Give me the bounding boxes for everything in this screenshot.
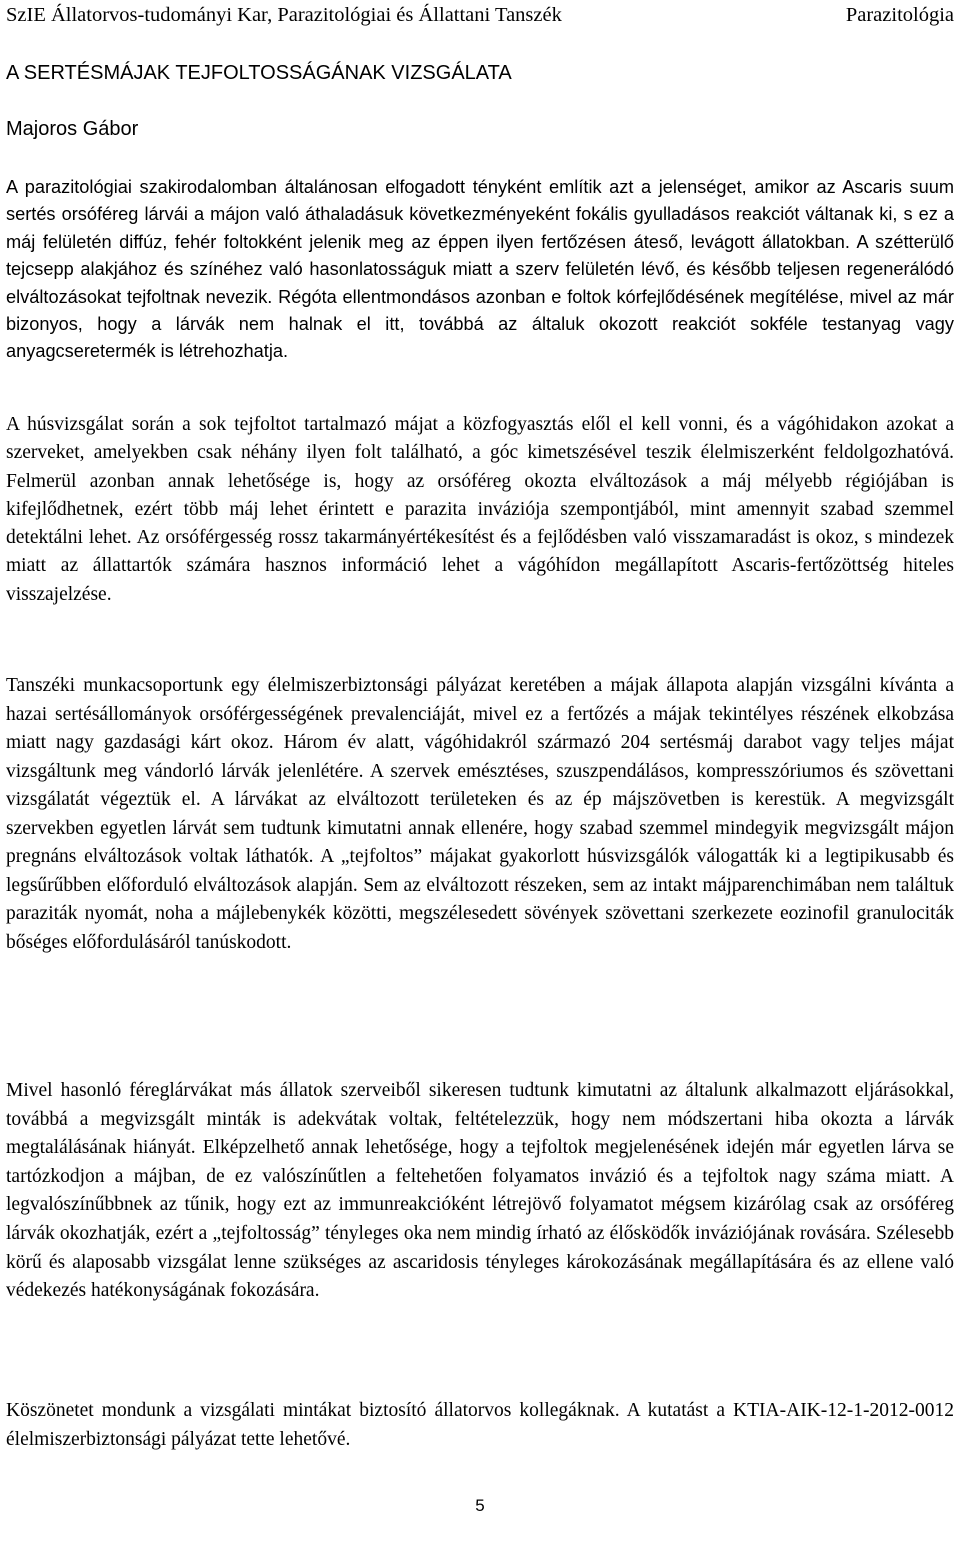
paragraph-meat-inspection <box>6 411 954 609</box>
sentence: A szervek emésztéses, szuszpendálásos, kompresszóriumos és szövettani vizsgálatát végeztük el. <box>6 760 954 810</box>
sentence: Szélesebb körű és alaposabb vizsgálat lenne szükséges az ascaridosis tényleges károkozásának megállapítására és az ellene való védekezés hatékonyságának fokozására. <box>6 1222 954 1302</box>
sentence: A parazitológiai szakirodalomban általánosan elfogadott tényként említik azt a jelenséget, amikor az Ascaris suum sertés orsóféreg lárvái a májon való áthaladásuk következményeként fokális gyulladásos reakciót váltanak ki, s ez a máj felületén diffúz, fehér foltokként jelenik meg az éppen ilyen fertőzésen áteső, levágott állatokban. <box>6 177 954 252</box>
sentence: Felmerül azonban annak lehetősége is, hogy az orsóféreg okozta elváltozások a máj mélyebb régiójában is kifejlődhetnek, ezért több máj lehet érintett e parazita inváziója szempontjából, mint amennyit szabad szemmel detektálni lehet. <box>6 470 954 549</box>
sentence: Mivel hasonló féreglárvákat más állatok szerveiből sikeresen tudtunk kimutatni az általunk alkalmazott eljárásokkal, továbbá a megvizsgált minták is adekvátak voltak, feltételezzük, hogy nem módszertani hiba okozta a lárvák megtalálásának hiányát. <box>6 1080 954 1159</box>
article-title: A SERTÉSMÁJAK TEJFOLTOSSÁGÁNAK VIZSGÁLATA <box>6 62 512 84</box>
sentence: A húsvizsgálat során a sok tejfoltot tartalmazó májat a közfogyasztás elől el kell vonni, és a vágóhidakon azokat a szerveket, amelyekben csak néhány ilyen folt található, a góc kimetszésével teszik élelmiszerként feldolgozhatóvá. <box>6 414 954 464</box>
sentence: A „tejfoltos” májakat gyakorlott húsvizsgálók válogatták ki a legtipikusabb és legsűrűbben előforduló elváltozások alapján. <box>6 846 954 896</box>
sentence: Elképzelhető annak lehetősége, hogy a tejfoltok megjelenésének idején már egyetlen lárva se tartózkodjon a májban, de ez valószínűtlen a feltehetően folyamatos invázió és a tejfoltok nagy száma miatt. <box>6 1137 954 1187</box>
paragraph-acknowledgement <box>6 1397 954 1454</box>
page-header <box>6 4 954 34</box>
sentence: Tanszéki munkacsoportunk egy élelmiszerbiztonsági pályázat keretében a májak állapota alapján vizsgálni kívánta a hazai sertésállományok orsóférgességének prevalenciáját, mivel ez a fertőzés a májak tekintélyes részének elkobzása miatt nagy gazdasági kárt okoz. <box>6 675 954 753</box>
sentence: Három év alatt, vágóhidakról származó 204 sertésmáj darabot vagy teljes májat vizsgáltunk meg vándorló lárvák jelenlétére. <box>6 732 954 782</box>
article-author: Majoros Gábor <box>6 118 139 140</box>
header-subject: Parazitológia <box>845 4 954 26</box>
paragraph-intro <box>6 174 954 366</box>
page-number: 5 <box>475 1496 485 1515</box>
sentence: A kutatást a KTIA-AIK-12-1-2012-0012 élelmiszerbiztonsági pályázat tette lehetővé. <box>6 1400 954 1450</box>
paragraph-discussion <box>6 1077 954 1306</box>
sentence: A lárvákat az elváltozott területeken és az ép májszövetben is kerestük. <box>210 789 836 810</box>
sentence: Az orsóférgesség rossz takarmányértékesítést és a fejlődésben való visszamaradást is okoz, s mindezek miatt az állattartók számára hasznos információ lehet a vágóhídon megállapított Ascaris-fertőzöttség hiteles visszajelzése. <box>6 527 954 605</box>
sentence: A megvizsgált szervekben egyetlen lárvát sem tudtunk kimutatni annak ellenére, hogy szabad szemmel mindegyik megvizsgált májon pregnáns elváltozások voltak láthatók. <box>6 789 954 867</box>
sentence: A legvalószínűbbnek az tűnik, hogy ezt az immunreakcióként létrejövő folyamatot mégsem kizárólag csak az orsóféreg lárvák okozhatják, ezért a „tejfoltosság” tényleges oka nem mindig írható az élősködők inváziójának rovására. <box>6 1165 954 1244</box>
sentence: A szétterülő tejcsepp alakjához és színéhez való hasonlatosságuk miatt a szerv felületén lévő, és később teljesen regenerálódó elváltozásokat tejfoltnak nevezik. <box>6 231 955 307</box>
sentence: Sem az elváltozott részeken, sem az intakt májparenchimában nem találtuk paraziták nyomát, noha a májlebenykék közötti, megszélesedett sövények szövettani szerkezete eozinofil granulociták bőséges előfordulásáról tanúskodott. <box>6 874 954 953</box>
sentence: Köszönetet mondunk a vizsgálati mintákat biztosító állatorvos kollegáknak. <box>6 1400 627 1421</box>
header-institution: SzIE Állatorvos-tudományi Kar, Parazitológiai és Állattani Tanszék <box>6 4 562 26</box>
sentence: Régóta ellentmondásos azonban e foltok kórfejlődésének megítélése, mivel az már bizonyos, hogy a lárvák nem halnak el itt, továbbá az általuk okozott reakciót sokféle testanyag vagy anyagcseretermék is létrehozhatja. <box>6 286 954 362</box>
paragraph-study <box>6 672 954 957</box>
